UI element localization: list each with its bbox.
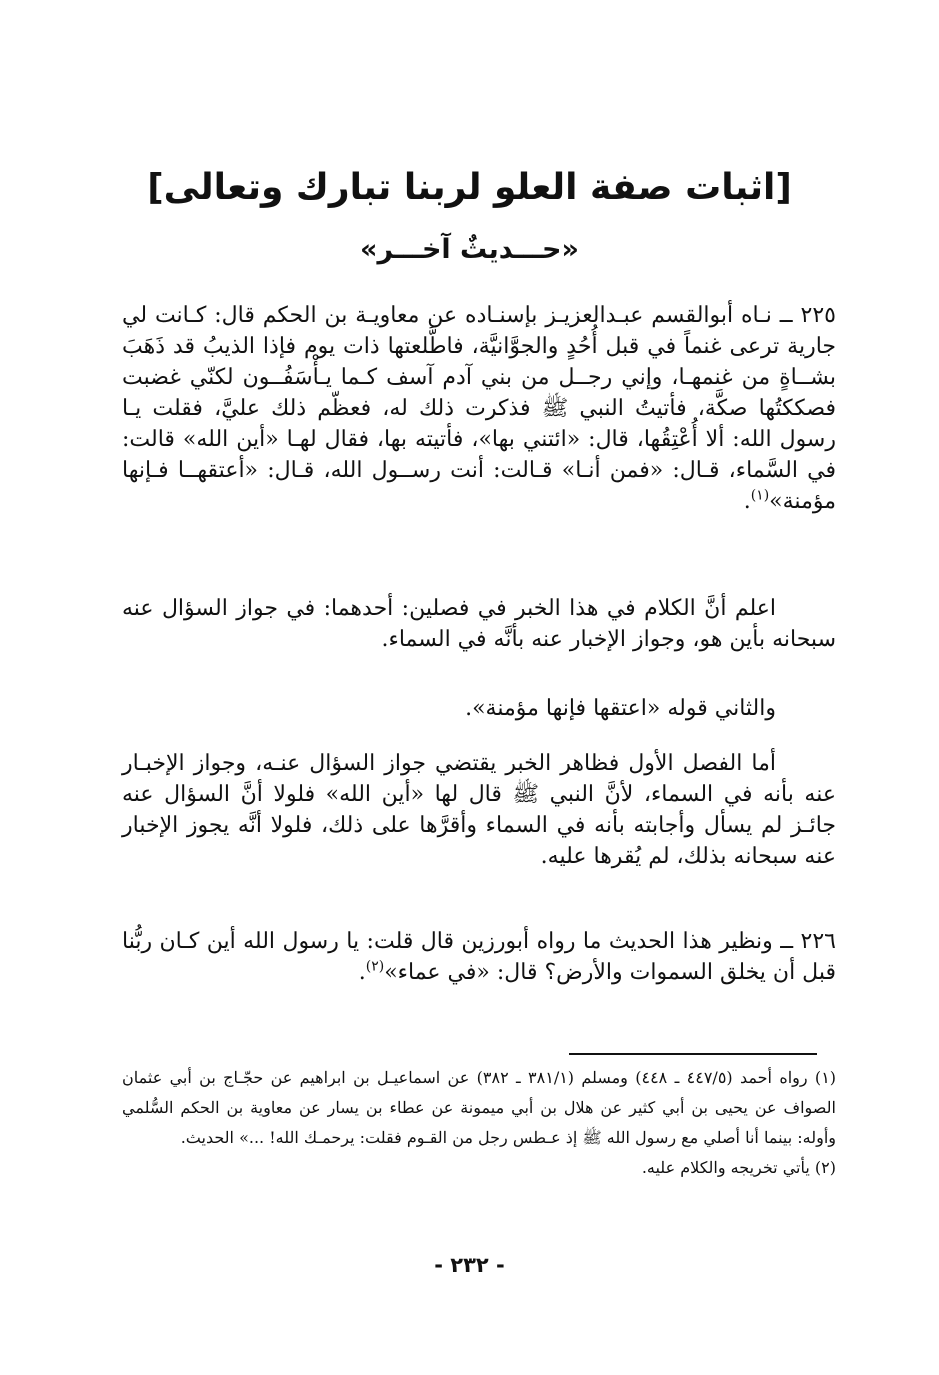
footnote-2: (٢) يأتي تخريجه والكلام عليه. [641, 1158, 836, 1177]
footnote-reference: (٢) [365, 958, 385, 975]
paragraph-text: والثاني قوله «اعتقها فإنها مؤمنة». [465, 696, 776, 721]
chapter-title: [اثبات صفة العلو لربنا تبارك وتعالى] [147, 167, 792, 208]
paragraph-second-section [122, 693, 836, 724]
paragraph-tail: . [358, 960, 366, 985]
paragraph-text: اعلم أنَّ الكلام في هذا الخبر في فصلين: أحدهما: في جواز السؤال عنه سبحانه بأين هو، وجواز الإخبار عنه بأنَّه في السماء. [122, 596, 836, 652]
section-subtitle: «حـــديثٌ آخـــر» [360, 234, 579, 265]
paragraph-hadith-226 [122, 926, 836, 988]
page-number: - ٢٣٢ - [434, 1253, 505, 1277]
paragraph-commentary-intro [122, 593, 836, 655]
paragraph-text: أما الفصل الأول فظاهر الخبر يقتضي جواز السؤال عنـه، وجواز الإخبـار عنه بأنه في السماء، لأنَّ النبي ﷺ قال لها «أين الله» فلولا أنَّ السؤال عنه جائـز لم يسأل وأجابته بأنه في السماء وأقرَّها على ذلك، فلولا أنَّه يجوز الإخبار عنه سبحانه بذلك، لم يُقرها عليه. [122, 751, 836, 869]
footnotes [122, 1063, 836, 1183]
footnote-reference: (١) [750, 487, 770, 504]
paragraph-text: ٢٢٥ ــ نـاه أبوالقسم عبـدالعزيـز بإسنـاده عن معاويـة بن الحكم قال: كـانت لي جارية ترعى غنماً في قبل أُحُدٍ والجوَّانيَّة، فاطَّلعتها ذات يوم فإذا الذيبُ قد ذَهَبَ بشــاةٍ من غنمهـا، وإني رجــل من بني آدم آسف كـما يـأْسَفُــون لكنّي غضبت فصككتُها صكَّة، فأتيتُ النبي ﷺ فذكرت ذلك له، فعظّم ذلك عليَّ، فقلت يـا رسول الله: ألا أُعْتِقُها، قال: «ائتني بها»، فأتيته بها، فقال لهـا «أين الله» قالت: في السَّماء، قـال: «فمن أنـا» قـالت: أنت رســول الله، قـال: «أعتقهــا فـإنها مؤمنة» [122, 303, 836, 514]
footnote-1: (١) رواه أحمد (٤٤٧/٥ ـ ٤٤٨) ومسلم (٣٨١/١ ـ ٣٨٢) عن اسماعيـل بن ابراهيم عن حجّـاج بن أبي عثمان الصواف عن يحيى بن أبي كثير عن هلال بن أبي ميمونة عن عطاء بن يسار عن معاوية بن الحكم السُّلمي وأوله: بينما أنا أصلي مع رسول الله ﷺ إذ عـطس رجل من القـوم فقلت: يرحمـك الله! ...» الحديث. [122, 1068, 837, 1147]
footnote-divider [569, 1053, 817, 1055]
paragraph-text: ٢٢٦ ــ ونظير هذا الحديث ما رواه أبورزين قال قلت: يا رسول الله أين كـان ربُّنا قبل أن يخلق السموات والأرض؟ قال: «في عماء» [122, 929, 836, 985]
paragraph-hadith-225 [122, 300, 836, 517]
paragraph-tail: . [743, 489, 751, 514]
paragraph-first-section [122, 748, 836, 872]
